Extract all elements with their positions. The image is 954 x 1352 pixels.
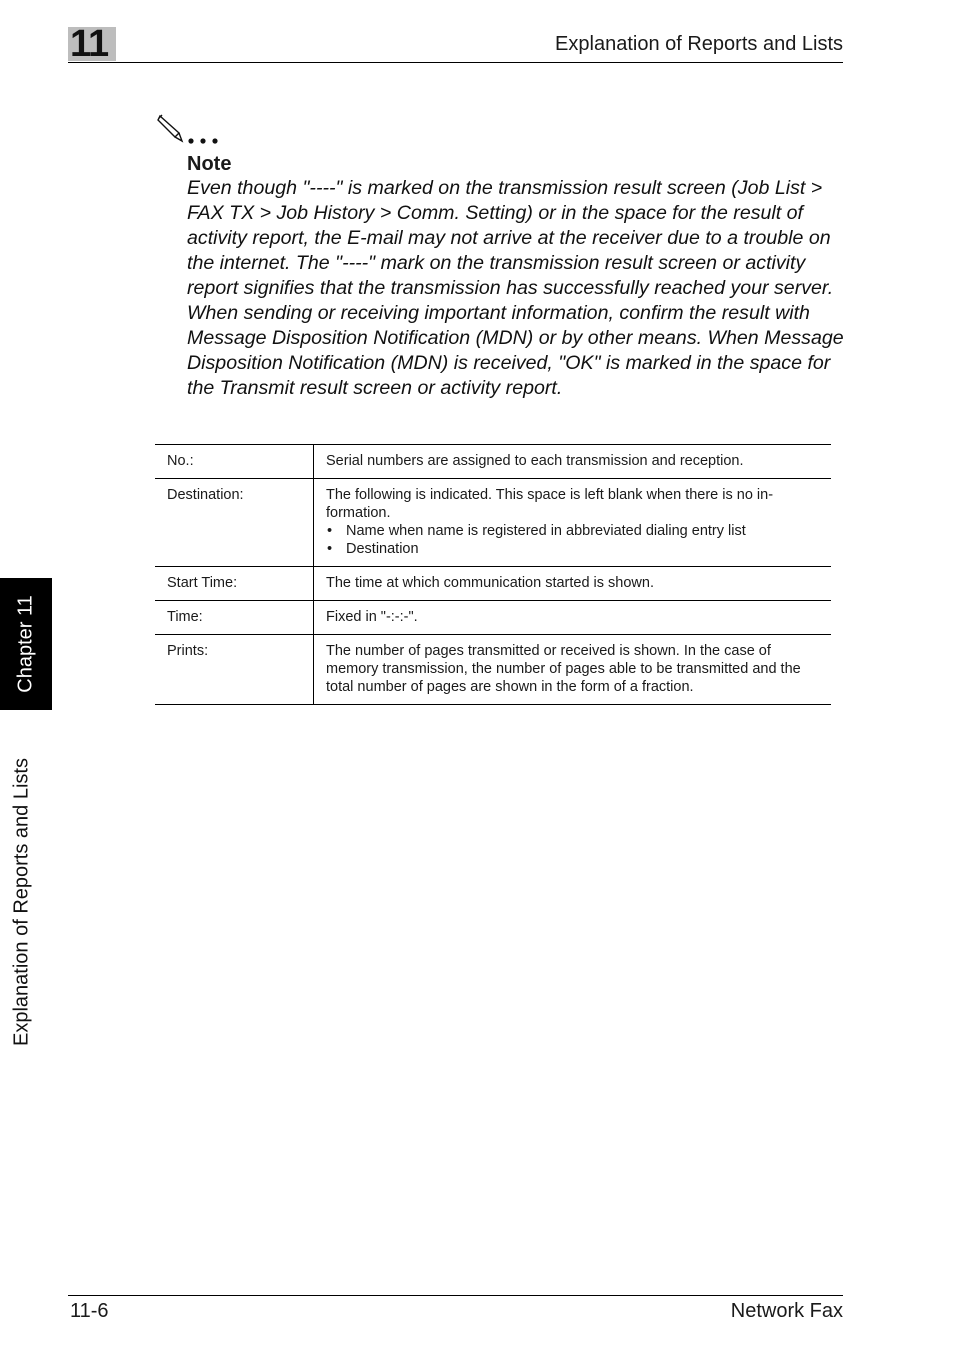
description-text: Serial numbers are assigned to each transmission and reception. (326, 453, 744, 469)
table-row-label: Prints: (155, 635, 314, 705)
description-text: The following is indicated. This space is left blank when there is no in-formation. (326, 487, 774, 521)
table-row (155, 479, 831, 567)
bullet-item: • Destination (326, 540, 821, 558)
table-row-description (314, 635, 832, 705)
table-row-description (314, 445, 832, 479)
footer-divider (68, 1295, 843, 1296)
description-text: The number of pages transmitted or received is shown. In the case of memory transmission, the number of pages able to be transmitted and the total number of pages are shown in the form of a fraction. (326, 643, 801, 695)
chapter-number: 11 (70, 23, 109, 65)
table-row-label: Start Time: (155, 567, 314, 601)
table-row-description (314, 601, 832, 635)
chapter-side-tab-label: Chapter 11 (14, 595, 37, 693)
report-fields-table (155, 444, 831, 705)
note-title: Note (187, 153, 232, 175)
table-row-label: Destination: (155, 479, 314, 567)
table-row-label: No.: (155, 445, 314, 479)
table-row-description (314, 479, 832, 567)
section-side-label: Explanation of Reports and Lists (10, 758, 33, 1046)
table-row (155, 445, 831, 479)
bullet-item: • Name when name is registered in abbreviated dialing entry list (326, 522, 821, 540)
note-body: Even though "----" is marked on the transmission result screen (Job List > FAX TX > Job History > Comm. Setting) or in the space for the result of activity report, the E-mail may not arrive at the receiver due to a trouble on the internet. The "----" mark on the transmission result screen or activity report signifies that the transmission has successfully reached your server. When sending or receiving important information, confirm the result with Message Disposition Notification (MDN) or by other means. When Message Disposition Notification (MDN) is received, "OK" is marked in the space for the Transmit result screen or activity report. (187, 177, 844, 399)
description-text: Fixed in "-:-:-". (326, 609, 418, 625)
header-divider (68, 62, 843, 63)
table-row (155, 567, 831, 601)
table-row-label: Time: (155, 601, 314, 635)
bullet-list (326, 522, 821, 558)
pencil-note-icon (157, 113, 221, 147)
page-header-title: Explanation of Reports and Lists (555, 33, 843, 55)
product-name: Network Fax (730, 1300, 843, 1322)
page-number: 11-6 (70, 1300, 109, 1322)
table-row-description (314, 567, 832, 601)
description-text: The time at which communication started is shown. (326, 575, 654, 591)
table-row (155, 635, 831, 705)
table-row (155, 601, 831, 635)
